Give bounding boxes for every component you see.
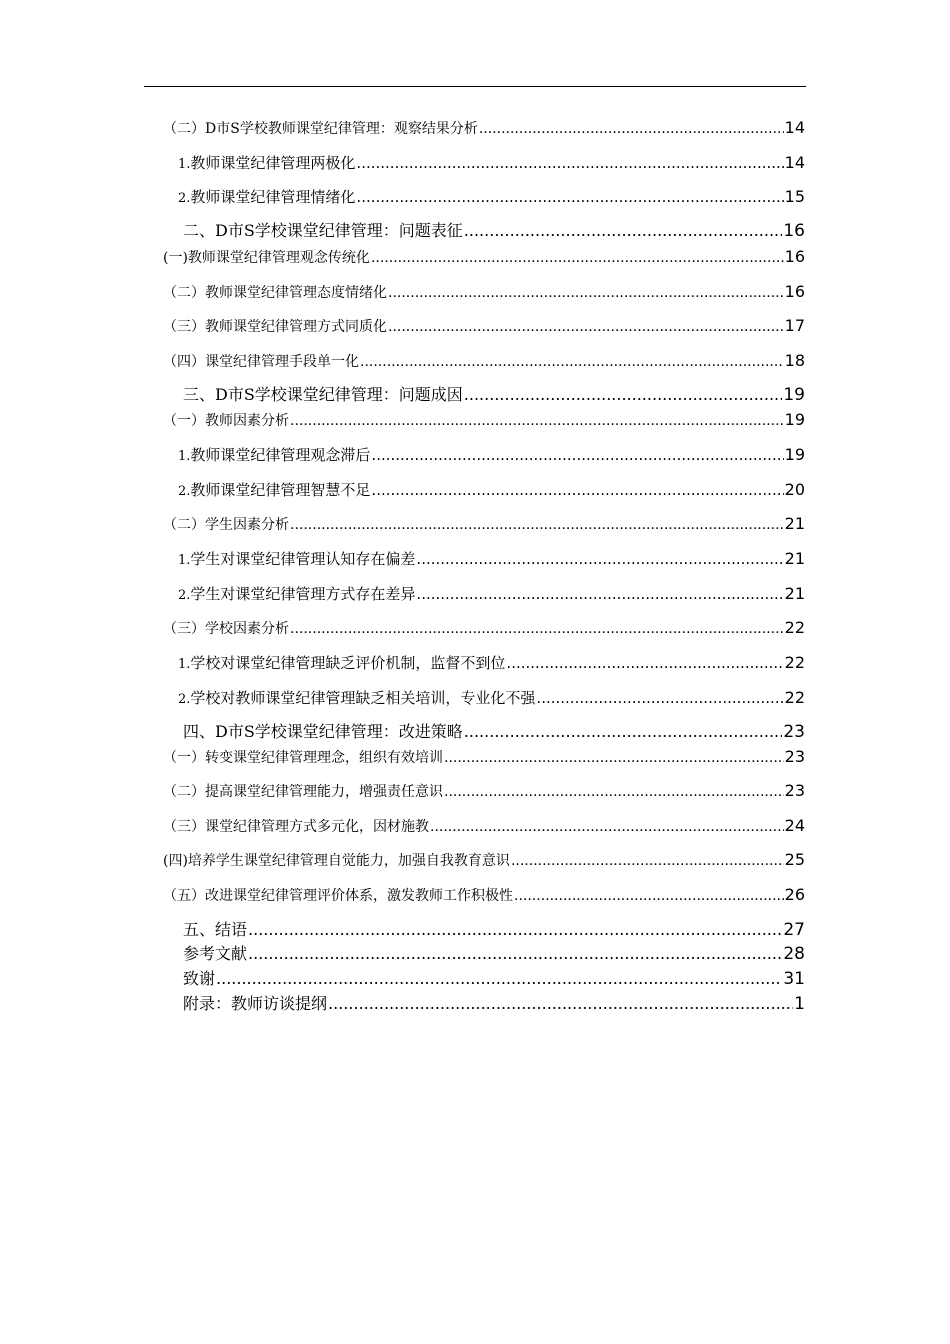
toc-entry-label: 三、D市S学校课堂纪律管理：问题成因 — [183, 385, 463, 404]
toc-entry-label: 四、D市S学校课堂纪律管理：改进策略 — [183, 722, 463, 741]
dot-leader — [371, 443, 783, 467]
dot-leader — [464, 219, 783, 243]
toc-entry-label: （三）课堂纪律管理方式多元化，因材施教 — [163, 819, 429, 835]
toc-entry-label: 学生对课堂纪律管理方式存在差异 — [190, 585, 416, 603]
toc-entry-chapter[interactable] — [183, 918, 805, 942]
toc-page-number: 25 — [784, 850, 805, 869]
toc-entry-label: （二）提高课堂纪律管理能力，增强责任意识 — [163, 784, 443, 800]
toc-entry-chapter[interactable] — [183, 942, 805, 966]
toc-entry[interactable] — [163, 883, 805, 907]
toc-entry[interactable] — [163, 616, 805, 640]
toc-entry[interactable] — [163, 814, 805, 838]
toc-entry-label: （二）D市S学校教师课堂纪律管理：观察结果分析 — [163, 121, 478, 137]
toc-entry-label: 教师课堂纪律管理观念滞后 — [190, 446, 371, 464]
toc-entry[interactable] — [163, 512, 805, 536]
header-rule — [144, 86, 806, 87]
toc-page-number: 14 — [784, 118, 805, 137]
dot-leader — [216, 967, 782, 991]
toc-entry[interactable] — [163, 314, 805, 338]
toc-entry[interactable] — [163, 349, 805, 373]
toc-entry[interactable] — [178, 582, 805, 606]
toc-page-number: 1 — [794, 994, 805, 1014]
toc-entry-label: （四）课堂纪律管理手段单一化 — [163, 354, 359, 370]
toc-page-number: 27 — [783, 920, 805, 940]
toc-entry[interactable] — [163, 245, 805, 269]
toc-entry-label: 教师课堂纪律管理两极化 — [190, 154, 356, 172]
toc-entry-label: （五）改进课堂纪律管理评价体系，激发教师工作积极性 — [163, 888, 513, 904]
toc-entry-chapter[interactable] — [183, 992, 805, 1016]
dot-leader — [416, 582, 783, 606]
toc-entry[interactable] — [163, 116, 805, 140]
toc-entry[interactable] — [163, 779, 805, 803]
toc-entry-number: 2. — [178, 191, 191, 206]
toc-entry-label: 参考文献 — [183, 944, 248, 963]
toc-entry-label: 五、结语 — [183, 920, 248, 939]
toc-page-number: 16 — [784, 247, 805, 266]
toc-page-number: 16 — [784, 282, 805, 301]
toc-entry-number: 1. — [178, 449, 191, 464]
toc-page-number: 21 — [784, 514, 805, 533]
dot-leader — [388, 281, 784, 305]
toc-page-number: 19 — [783, 385, 805, 405]
dot-leader — [356, 151, 783, 175]
toc-entry-label: 致谢 — [183, 969, 216, 988]
toc-entry-label: （二）教师课堂纪律管理态度情绪化 — [163, 285, 387, 301]
dot-leader — [479, 117, 784, 141]
toc-page-number: 17 — [784, 316, 805, 335]
toc-entry-label: 学生对课堂纪律管理认知存在偏差 — [190, 550, 416, 568]
toc-page-number: 20 — [784, 480, 805, 499]
toc-page-number: 22 — [784, 653, 805, 672]
toc-page-number: 26 — [784, 885, 805, 904]
toc-entry-number: 1. — [178, 157, 191, 172]
toc-entry[interactable] — [178, 547, 805, 571]
dot-leader — [356, 185, 783, 209]
toc-entry-label: 教师课堂纪律管理智慧不足 — [190, 481, 371, 499]
toc-page-number: 31 — [783, 969, 805, 989]
toc-entry[interactable] — [163, 848, 805, 872]
dot-leader — [430, 815, 784, 839]
dot-leader — [506, 651, 783, 675]
toc-page-number: 22 — [784, 688, 805, 707]
toc-entry-label: (一)教师课堂纪律管理观念传统化 — [163, 250, 370, 266]
toc-page-number: 28 — [783, 944, 805, 964]
toc-page-number: 15 — [784, 187, 805, 206]
dot-leader — [290, 409, 784, 433]
toc-entry-chapter[interactable] — [183, 967, 805, 991]
toc-page-number: 19 — [784, 410, 805, 429]
dot-leader — [388, 315, 784, 339]
toc-page-number: 19 — [784, 445, 805, 464]
toc-entry-label: 教师课堂纪律管理情绪化 — [190, 188, 356, 206]
toc-page-number: 22 — [784, 618, 805, 637]
toc-page-number: 14 — [784, 153, 805, 172]
toc-entry[interactable] — [178, 185, 805, 209]
toc-entry-number: 2. — [178, 484, 191, 499]
toc-page-number: 23 — [784, 747, 805, 766]
toc-entry-number: 2. — [178, 692, 191, 707]
toc-entry[interactable] — [178, 151, 805, 175]
toc-entry-number: 1. — [178, 657, 191, 672]
dot-leader — [511, 849, 784, 873]
dot-leader — [248, 918, 782, 942]
toc-page-number: 18 — [784, 351, 805, 370]
toc-entry-number: 1. — [178, 553, 191, 568]
toc-entry-label: 附录：教师访谈提纲 — [183, 994, 328, 1013]
toc-entry-label: （三）教师课堂纪律管理方式同质化 — [163, 319, 387, 335]
dot-leader — [328, 992, 793, 1016]
toc-page-number: 21 — [784, 549, 805, 568]
toc-entry[interactable] — [178, 478, 805, 502]
dot-leader — [290, 513, 784, 537]
toc-entry-label: 学校对课堂纪律管理缺乏评价机制，监督不到位 — [190, 654, 506, 672]
toc-page-number: 16 — [783, 221, 805, 241]
toc-entry-chapter[interactable] — [183, 383, 805, 407]
toc-entry[interactable] — [163, 280, 805, 304]
toc-page-number: 23 — [783, 722, 805, 742]
toc-entry-label: （一）教师因素分析 — [163, 413, 289, 429]
toc-entry-label: （三）学校因素分析 — [163, 621, 289, 637]
dot-leader — [536, 686, 783, 710]
dot-leader — [248, 942, 782, 966]
toc-page-number: 24 — [784, 816, 805, 835]
toc-entry-number: 2. — [178, 588, 191, 603]
toc-entry[interactable] — [178, 686, 805, 710]
dot-leader — [464, 720, 783, 744]
toc-page-number: 23 — [784, 781, 805, 800]
toc-entry[interactable] — [163, 408, 805, 432]
dot-leader — [371, 246, 784, 270]
toc-page-number: 21 — [784, 584, 805, 603]
dot-leader — [444, 780, 784, 804]
dot-leader — [360, 350, 784, 374]
dot-leader — [290, 617, 784, 641]
toc-entry-label: 学校对教师课堂纪律管理缺乏相关培训，专业化不强 — [190, 689, 536, 707]
toc-entry-label: （一）转变课堂纪律管理理念，组织有效培训 — [163, 750, 443, 766]
dot-leader — [464, 383, 783, 407]
toc-entry-chapter[interactable] — [183, 720, 805, 744]
toc-entry-label: (四)培养学生课堂纪律管理自觉能力，加强自我教育意识 — [163, 853, 510, 869]
dot-leader — [416, 547, 783, 571]
toc-entry[interactable] — [163, 745, 805, 769]
dot-leader — [514, 884, 784, 908]
dot-leader — [444, 746, 784, 770]
toc-entry-chapter[interactable] — [183, 219, 805, 243]
toc-entry[interactable] — [178, 443, 805, 467]
dot-leader — [371, 478, 783, 502]
toc-entry-label: 二、D市S学校课堂纪律管理：问题表征 — [183, 221, 463, 240]
toc-entry-label: （二）学生因素分析 — [163, 517, 289, 533]
toc-entry[interactable] — [178, 651, 805, 675]
